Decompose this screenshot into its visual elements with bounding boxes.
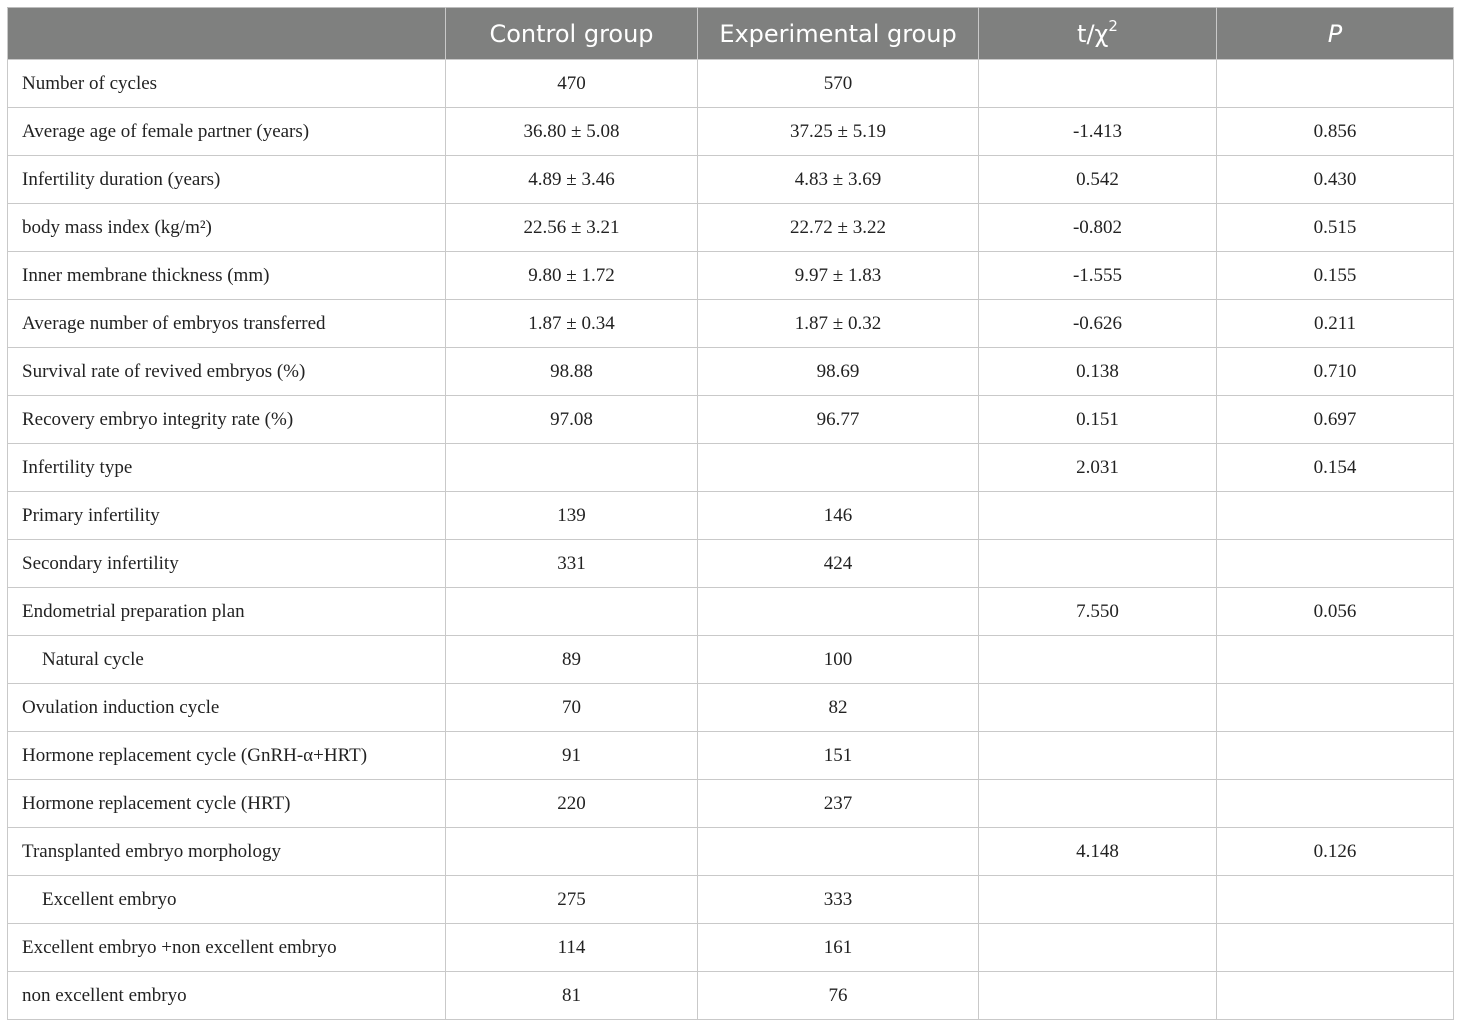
experimental-value: 37.25 ± 5.19 bbox=[698, 108, 979, 156]
experimental-value: 22.72 ± 3.22 bbox=[698, 204, 979, 252]
test-statistic-value bbox=[979, 636, 1217, 684]
row-label: non excellent embryo bbox=[8, 972, 446, 1020]
table-row bbox=[8, 204, 1454, 252]
test-statistic-value: 2.031 bbox=[979, 444, 1217, 492]
row-label: Inner membrane thickness (mm) bbox=[8, 252, 446, 300]
control-value: 275 bbox=[446, 876, 698, 924]
p-value bbox=[1217, 780, 1454, 828]
test-statistic-value bbox=[979, 924, 1217, 972]
p-value: 0.697 bbox=[1217, 396, 1454, 444]
header-test-statistic-sup: 2 bbox=[1108, 17, 1118, 35]
p-value: 0.126 bbox=[1217, 828, 1454, 876]
p-value: 0.155 bbox=[1217, 252, 1454, 300]
table-row bbox=[8, 732, 1454, 780]
experimental-value: 333 bbox=[698, 876, 979, 924]
control-value: 22.56 ± 3.21 bbox=[446, 204, 698, 252]
control-value: 220 bbox=[446, 780, 698, 828]
row-label: Hormone replacement cycle (GnRH-α+HRT) bbox=[8, 732, 446, 780]
row-label: Recovery embryo integrity rate (%) bbox=[8, 396, 446, 444]
p-value bbox=[1217, 924, 1454, 972]
control-value: 470 bbox=[446, 60, 698, 108]
experimental-value: 100 bbox=[698, 636, 979, 684]
row-label: Number of cycles bbox=[8, 60, 446, 108]
table-row bbox=[8, 684, 1454, 732]
control-value: 36.80 ± 5.08 bbox=[446, 108, 698, 156]
table-row bbox=[8, 60, 1454, 108]
p-value: 0.515 bbox=[1217, 204, 1454, 252]
p-value: 0.430 bbox=[1217, 156, 1454, 204]
row-label: Ovulation induction cycle bbox=[8, 684, 446, 732]
p-value: 0.211 bbox=[1217, 300, 1454, 348]
p-value bbox=[1217, 492, 1454, 540]
row-label: Excellent embryo bbox=[8, 876, 446, 924]
p-value: 0.056 bbox=[1217, 588, 1454, 636]
test-statistic-value bbox=[979, 684, 1217, 732]
row-label: Transplanted embryo morphology bbox=[8, 828, 446, 876]
p-value: 0.710 bbox=[1217, 348, 1454, 396]
test-statistic-value: -1.555 bbox=[979, 252, 1217, 300]
header-test-statistic bbox=[979, 8, 1217, 60]
experimental-value bbox=[698, 588, 979, 636]
control-value: 1.87 ± 0.34 bbox=[446, 300, 698, 348]
p-value bbox=[1217, 60, 1454, 108]
table-row bbox=[8, 348, 1454, 396]
control-value bbox=[446, 588, 698, 636]
experimental-value bbox=[698, 444, 979, 492]
table-row bbox=[8, 540, 1454, 588]
p-value: 0.856 bbox=[1217, 108, 1454, 156]
experimental-value: 76 bbox=[698, 972, 979, 1020]
header-label-col bbox=[8, 8, 446, 60]
test-statistic-value: 0.138 bbox=[979, 348, 1217, 396]
p-value bbox=[1217, 732, 1454, 780]
table-row bbox=[8, 876, 1454, 924]
test-statistic-value bbox=[979, 60, 1217, 108]
experimental-value bbox=[698, 828, 979, 876]
control-value: 9.80 ± 1.72 bbox=[446, 252, 698, 300]
table-row bbox=[8, 780, 1454, 828]
table-row bbox=[8, 924, 1454, 972]
test-statistic-value bbox=[979, 492, 1217, 540]
data-table-container bbox=[7, 7, 1453, 1020]
experimental-value: 1.87 ± 0.32 bbox=[698, 300, 979, 348]
row-label: Secondary infertility bbox=[8, 540, 446, 588]
table-row bbox=[8, 828, 1454, 876]
table-row bbox=[8, 252, 1454, 300]
row-label: Infertility duration (years) bbox=[8, 156, 446, 204]
p-value bbox=[1217, 972, 1454, 1020]
experimental-value: 237 bbox=[698, 780, 979, 828]
header-p-value: P bbox=[1217, 8, 1454, 60]
test-statistic-value: 7.550 bbox=[979, 588, 1217, 636]
table-row bbox=[8, 396, 1454, 444]
test-statistic-value: 0.542 bbox=[979, 156, 1217, 204]
experimental-value: 9.97 ± 1.83 bbox=[698, 252, 979, 300]
test-statistic-value bbox=[979, 780, 1217, 828]
control-value bbox=[446, 444, 698, 492]
control-value: 91 bbox=[446, 732, 698, 780]
row-label: body mass index (kg/m²) bbox=[8, 204, 446, 252]
row-label: Primary infertility bbox=[8, 492, 446, 540]
test-statistic-value bbox=[979, 540, 1217, 588]
row-label: Infertility type bbox=[8, 444, 446, 492]
table-row bbox=[8, 444, 1454, 492]
experimental-value: 151 bbox=[698, 732, 979, 780]
header-test-statistic-main: t/χ bbox=[1077, 20, 1109, 48]
row-label: Excellent embryo +non excellent embryo bbox=[8, 924, 446, 972]
row-label: Hormone replacement cycle (HRT) bbox=[8, 780, 446, 828]
control-value: 89 bbox=[446, 636, 698, 684]
header-row bbox=[8, 8, 1454, 60]
table-header bbox=[8, 8, 1454, 60]
test-statistic-value bbox=[979, 972, 1217, 1020]
p-value bbox=[1217, 684, 1454, 732]
test-statistic-value: 4.148 bbox=[979, 828, 1217, 876]
experimental-value: 424 bbox=[698, 540, 979, 588]
experimental-value: 161 bbox=[698, 924, 979, 972]
control-value: 70 bbox=[446, 684, 698, 732]
experimental-value: 4.83 ± 3.69 bbox=[698, 156, 979, 204]
row-label: Natural cycle bbox=[8, 636, 446, 684]
table-row bbox=[8, 156, 1454, 204]
p-value bbox=[1217, 876, 1454, 924]
table-body bbox=[8, 60, 1454, 1020]
row-label: Survival rate of revived embryos (%) bbox=[8, 348, 446, 396]
control-value: 98.88 bbox=[446, 348, 698, 396]
table-row bbox=[8, 588, 1454, 636]
row-label: Average number of embryos transferred bbox=[8, 300, 446, 348]
header-experimental-group: Experimental group bbox=[698, 8, 979, 60]
test-statistic-value: -1.413 bbox=[979, 108, 1217, 156]
control-value: 139 bbox=[446, 492, 698, 540]
control-value: 81 bbox=[446, 972, 698, 1020]
experimental-value: 82 bbox=[698, 684, 979, 732]
control-value: 114 bbox=[446, 924, 698, 972]
row-label: Average age of female partner (years) bbox=[8, 108, 446, 156]
test-statistic-value: -0.626 bbox=[979, 300, 1217, 348]
test-statistic-value: 0.151 bbox=[979, 396, 1217, 444]
experimental-value: 96.77 bbox=[698, 396, 979, 444]
control-value bbox=[446, 828, 698, 876]
table-row bbox=[8, 300, 1454, 348]
control-value: 331 bbox=[446, 540, 698, 588]
table-row bbox=[8, 108, 1454, 156]
control-value: 97.08 bbox=[446, 396, 698, 444]
p-value bbox=[1217, 636, 1454, 684]
test-statistic-value bbox=[979, 876, 1217, 924]
experimental-value: 146 bbox=[698, 492, 979, 540]
experimental-value: 570 bbox=[698, 60, 979, 108]
row-label: Endometrial preparation plan bbox=[8, 588, 446, 636]
p-value bbox=[1217, 540, 1454, 588]
test-statistic-value: -0.802 bbox=[979, 204, 1217, 252]
header-control-group: Control group bbox=[446, 8, 698, 60]
comparison-table bbox=[7, 7, 1454, 1020]
table-row bbox=[8, 636, 1454, 684]
control-value: 4.89 ± 3.46 bbox=[446, 156, 698, 204]
table-row bbox=[8, 492, 1454, 540]
experimental-value: 98.69 bbox=[698, 348, 979, 396]
p-value: 0.154 bbox=[1217, 444, 1454, 492]
test-statistic-value bbox=[979, 732, 1217, 780]
table-row bbox=[8, 972, 1454, 1020]
